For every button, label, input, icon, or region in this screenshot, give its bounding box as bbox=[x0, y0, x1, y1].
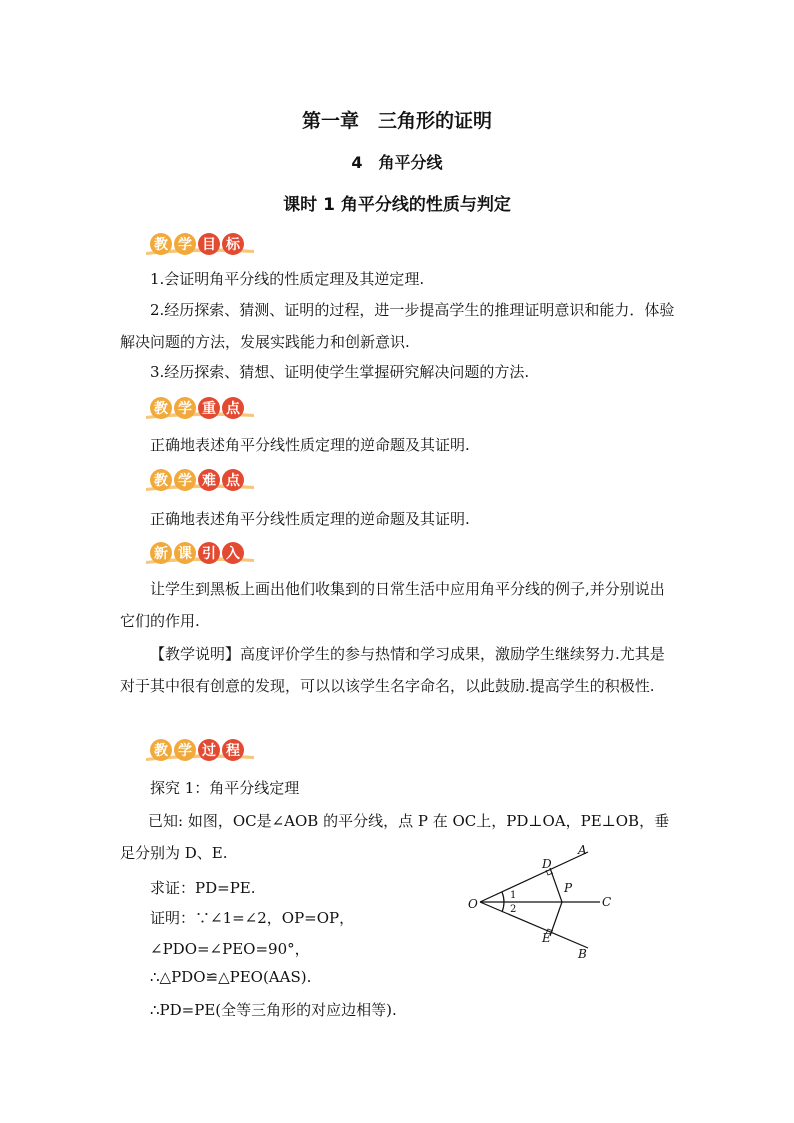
badge-char: 入 bbox=[222, 542, 244, 564]
ray-ob bbox=[480, 902, 588, 948]
lesson-title: 课时 1 角平分线的性质与判定 bbox=[283, 195, 511, 215]
proof-step-1: 证明：∵∠1=∠2，OP=OP， bbox=[150, 909, 355, 927]
badge-teaching-objectives bbox=[150, 232, 246, 256]
prove-statement: 求证：PD=PE. bbox=[150, 879, 256, 897]
badge-difficult-point bbox=[150, 468, 246, 492]
label-a: A bbox=[578, 843, 587, 857]
intro-text: 让学生到黑板上画出他们收集到的日常生活中应用角平分线的例子,并分别说出它们的作用. bbox=[120, 580, 665, 630]
badge-char: 重 bbox=[198, 397, 220, 419]
proof-step-2: ∠PDO=∠PEO=90°， bbox=[150, 940, 310, 958]
badge-char: 教 bbox=[150, 397, 172, 419]
angle-bisector-figure bbox=[460, 840, 620, 960]
badge-char: 点 bbox=[222, 397, 244, 419]
explore-heading: 探究 1：角平分线定理 bbox=[150, 779, 300, 797]
label-o: O bbox=[468, 897, 478, 911]
objective-item-3: 3.经历探索、猜想、证明使学生掌握研究解决问题的方法. bbox=[150, 363, 530, 381]
label-angle-2: 2 bbox=[510, 904, 517, 915]
intro-teaching-note: 【教学说明】高度评价学生的参与热情和学习成果，激励学生继续努力.尤其是对于其中很有创意的发现，可以以该学生名字命名，以此鼓励.提高学生的积极性. bbox=[120, 645, 665, 695]
badge-char: 程 bbox=[222, 739, 244, 761]
badge-char: 过 bbox=[198, 739, 220, 761]
label-c: C bbox=[602, 895, 612, 909]
badge-char: 教 bbox=[150, 739, 172, 761]
badge-char: 标 bbox=[222, 233, 244, 255]
proof-step-4: ∴PD=PE(全等三角形的对应边相等). bbox=[150, 1001, 397, 1019]
badge-char: 学 bbox=[174, 469, 196, 491]
badge-char: 学 bbox=[174, 233, 196, 255]
label-p: P bbox=[564, 881, 573, 895]
badge-char: 教 bbox=[150, 233, 172, 255]
badge-char: 引 bbox=[198, 542, 220, 564]
label-angle-1: 1 bbox=[510, 890, 517, 901]
badge-char: 目 bbox=[198, 233, 220, 255]
badge-char: 教 bbox=[150, 469, 172, 491]
proof-step-3: ∴△PDO≌△PEO(AAS). bbox=[150, 968, 312, 986]
badge-char: 点 bbox=[222, 469, 244, 491]
key-point-text: 正确地表述角平分线性质定理的逆命题及其证明. bbox=[150, 436, 470, 454]
badge-char: 难 bbox=[198, 469, 220, 491]
objective-item-2: 2.经历探索、猜测、证明的过程，进一步提高学生的推理证明意识和能力．体验解决问题的方法，发展实践能力和创新意识. bbox=[120, 301, 675, 351]
badge-char: 学 bbox=[174, 739, 196, 761]
label-b: B bbox=[578, 947, 587, 960]
badge-new-lesson-intro bbox=[150, 541, 246, 565]
label-d: D bbox=[542, 857, 552, 871]
badge-char: 学 bbox=[174, 397, 196, 419]
section-title: 4 角平分线 bbox=[351, 153, 443, 172]
label-e: E bbox=[542, 931, 551, 945]
badge-char: 课 bbox=[174, 542, 196, 564]
given-statement: 已知: 如图，OC是∠AOB 的平分线，点 P 在 OC上，PD⊥OA，PE⊥OB，垂足分别为 D、E. bbox=[120, 812, 670, 862]
difficult-point-text: 正确地表述角平分线性质定理的逆命题及其证明. bbox=[150, 510, 470, 528]
badge-char: 新 bbox=[150, 542, 172, 564]
badge-teaching-process bbox=[150, 738, 246, 762]
objective-item-1: 1.会证明角平分线的性质定理及其逆定理. bbox=[150, 270, 425, 288]
chapter-title: 第一章 三角形的证明 bbox=[301, 110, 492, 132]
badge-key-point bbox=[150, 396, 246, 420]
